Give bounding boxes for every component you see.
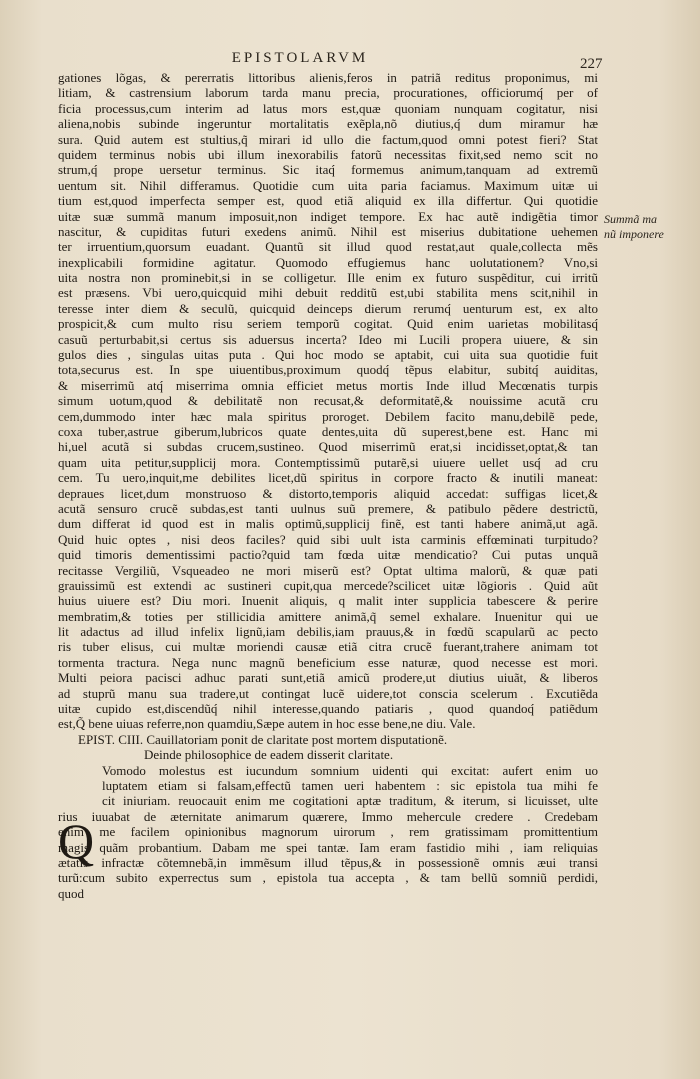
- text-line: lit adactus ad illud infelix lignũ,iam debilis,iam prauus,& in fœdũ scapularũ ac pecto: [58, 624, 598, 640]
- text-line: simum uotum,quod & debilitatẽ non recusat,& deformitatẽ,& nouissime acutã cru: [58, 393, 598, 409]
- main-text-block: [58, 70, 598, 901]
- text-line: grauissimũ est extendi ac sustineri cupit,qua mercede?scilicet uitæ lõgioris . Quid aũt: [58, 577, 598, 593]
- text-line: ad stuprũ manu sua tradere,ut contingat lucẽ uidere,tot conscia scelerum . Excutiẽda: [58, 685, 598, 701]
- text-line: est,Q̃ bene uiuas referre,non quamdiu,Sæpe autem in hoc esse bene,ne diu. Vale.: [58, 716, 476, 732]
- text-line: quidem terminus nobis ubi illum inexorabilis fatorũ necessitas fixit,sed nemo scit no: [58, 146, 598, 162]
- text-line: quod: [58, 885, 84, 901]
- text-line: strum,q́ prope uersetur terminus. Sic itaq́ formemus animum,tanquam ad extremũ: [58, 162, 598, 178]
- text-line: cem,dummodo inter hæc mala spiritus proroget. Debilem facito manu,debilẽ pede,: [58, 408, 598, 424]
- marginal-note-line: nũ imponere: [604, 227, 664, 241]
- drop-cap-initial: Q: [58, 813, 95, 869]
- running-head: EPISTOLARVM: [231, 50, 369, 66]
- text-line: uita nostra non prominebit,si in se colligetur. Ille enim ex futuro suspẽditur, cui irritũ: [58, 270, 598, 286]
- text-line: tota,securus est. In spe uiuentibus,proximum quodq́ tẽpus elabitur, subitq́ auiditas,: [58, 362, 598, 378]
- text-line: recitasse Vergiliũ, Vsqueadeo ne mori miserũ est? Optat ultima malorũ, & quæ pati: [58, 562, 598, 578]
- text-line: Quid huic optes , nisi deos faciles? quid sibi uult ista carminis effœminati turpitudo?: [58, 531, 598, 547]
- text-line: depraues licet,dum monstruoso & distorto,temporis aliquid accedat: suffigas licet,&: [58, 485, 598, 501]
- letter-body-top: [58, 70, 598, 732]
- text-line: hi,uel acutã si subdas crucem,sustineo. Quod miserrimũ erat,si incidisset,optat,& tan: [58, 439, 598, 455]
- text-line: magis quãm probantium. Dabam me spei tantæ. Iam eram fastidio mihi , iam reliquias: [58, 839, 598, 855]
- text-line: luptatem etiam si falsam,effectũ tamen ueri habentem : sic epistola tua mihi fe: [102, 777, 598, 793]
- text-line: sura. Quid autem est stultius,q̃ mirari id ullo die factum,quod omni potest fieri? Stat: [58, 131, 598, 147]
- text-line: quam uita petitur,supplicij mora. Contemptissimũ putarẽ,si uiuere uellet usq́ ad cru: [58, 454, 598, 470]
- text-line: uitæ suæ summã manum imposuit,non indiget tempore. Ex hac autẽ indigẽtia timor: [58, 208, 598, 224]
- text-line: membratim,& toties per stillicidia amittere animã,q̃ semel exhalare. Inuenitur qui ue: [58, 608, 598, 624]
- text-line: uitæ cupido est,discendũq́ nihil interesse,quando patiaris , quod quandoq́ patiẽdum: [58, 701, 598, 717]
- text-line: uentum sit. Nihil differamus. Quotidie cum uita paria faciamus. Maximum uitæ ui: [58, 177, 598, 193]
- text-line: huius uiuere est? Diu mori. Inuenit aliquis, q malit inter supplicia tabescere & perire: [58, 593, 598, 609]
- text-line: gulos dies , singulas uitas puta . Qui hoc modo se aptabit, cui uita sua quotidie fuit: [58, 347, 598, 363]
- text-line: cit iniuriam. reuocauit enim me cogitationi aptæ traditum, & iterum, si licuisset, ulte: [102, 793, 598, 809]
- marginal-note: [604, 212, 694, 242]
- text-line: aliena,nobis subinde ingeruntur mortalitatis exẽpla,nõ diutius,q́ dum miramur hæ: [58, 116, 598, 132]
- text-line: inexplicabili formidine agitatur. Quomodo effugiemus hanc uolutationem? Vno,si: [58, 254, 598, 270]
- text-line: gationes lõgas, & pererratis littoribus alienis,feros in patriã reditus proponimus, mi: [58, 70, 598, 85]
- text-line: acutã sensuro crucẽ subdas,est tanti uulnus suũ premere, & patibulo pẽdere destrictũ,: [58, 500, 598, 516]
- text-line: turũ:cum subito experrectus sum , epistola tua accepta , & tam bellũ somniũ perdidi,: [58, 870, 598, 886]
- letter-body-bottom: [58, 763, 598, 902]
- text-line: ætatis infractæ cõtemnebã,in immẽsum illud tẽpus,& in possessionẽ omnis æui transi: [58, 854, 598, 870]
- text-line: ter irruentium,quorsum euadant. Quantũ sit illud quod restat,aut quale,collecta mẽs: [58, 239, 598, 255]
- text-line: est præsens. Vbi uero,quicquid mihi debuit redditũ est,ubi stabilita mens scit,nihil in: [58, 285, 598, 301]
- text-line: cem. Tu uero,inquit,me debilites licet,dũ spiritus in corpore fracto & inutili maneat:: [58, 470, 598, 486]
- text-line: dum differat id quod est in malis optimũ,supplicij finẽ, est tanti habere animã,ut agã.: [58, 516, 598, 532]
- text-line: enim me facilem opinionibus magnorum uirorum , rem gratissimam promittentium: [58, 824, 598, 840]
- text-line: Multi peiora pacisci adhuc parati sunt,etiã amicũ prodere,ut diutius uiuãt, & liberos: [58, 670, 598, 686]
- text-line: & miserrimũ atq́ miserrima omnia efficiet metus mortis Inde illud Mecœnatis turpis: [58, 377, 598, 393]
- text-line: ris tuber elisus, cui multæ moriendi causæ etiã citra crucẽ fuerant,trahere animam tot: [58, 639, 598, 655]
- page-number: 227: [580, 56, 603, 72]
- text-line: litiam, & castrensium laborum tarda manu precia, procurationes, officiorumq́ per of: [58, 85, 598, 101]
- text-line: tormenta tractura. Nega nunc magnũ beneficium esse naturæ, quod necesse est mori.: [58, 654, 598, 670]
- text-line: coxa tuber,astrue giberum,lubricos quate dentes,uita dũ superest,bene est. Hanc mi: [58, 423, 598, 439]
- text-line: prospicit,& cum multo risu seriem temporũ cogitat. Quid enim uarietas mobilitasq́: [58, 316, 598, 332]
- text-line: nascitur, & cupiditas futuri exedens animũ. Nihil est miserius dubitatione uehemen: [58, 223, 598, 239]
- text-line: rius iuuabat de æternitate animarum quærere, Immo mehercule credere . Credebam: [58, 808, 598, 824]
- text-line: tium est,quod imperfecta semper est, quod etiã aliquid ex illa differtur. Qui quotidie: [58, 193, 598, 209]
- epistle-heading: EPIST. CIII. Cauillatoriam ponit de claritate post mortem disputationẽ.: [78, 731, 448, 747]
- text-line: casuũ perturbabit,si certus sis aduersus incerta? Ideo mi Lucili propera uiuere, & sin: [58, 331, 598, 347]
- text-line: teresse inter diem & seculũ, quicquid deinceps dierum rerumq́ uenturum est, ex alto: [58, 300, 598, 316]
- text-line: quid timoris dementissimi pactio?quid tam fœda uitæ mendicatio? Cui putas unquã: [58, 547, 598, 563]
- text-line: Vomodo molestus est iucundum somnium uidenti qui excitat: aufert enim uo: [102, 762, 598, 778]
- epistle-subheading: Deinde philosophice de eadem disserit claritate.: [144, 747, 394, 763]
- text-line: ficia processus,cum interim ad latus mors est,quæ quoniam nunquam cogitatur, nisi: [58, 100, 598, 116]
- marginal-note-line: Summã ma: [604, 212, 657, 226]
